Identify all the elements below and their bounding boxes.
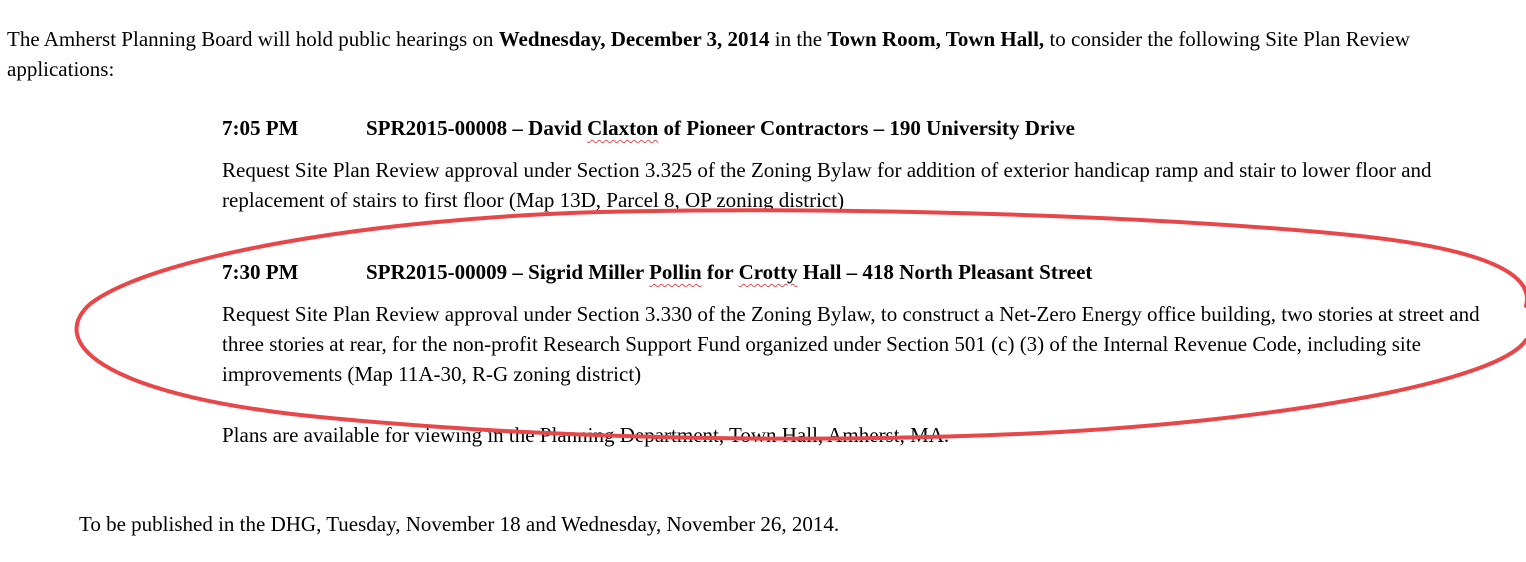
intro-paragraph: [7, 24, 1517, 84]
item-2-spellcheck-word: Pollin: [649, 260, 702, 284]
intro-pre: The Amherst Planning Board will hold public hearings on: [7, 27, 499, 51]
intro-mid: in the: [769, 27, 828, 51]
item-2-spellcheck-word-2: Crotty: [738, 260, 798, 284]
item-1-heading: [222, 113, 1075, 143]
item-2-case-suffix: Hall – 418 North Pleasant Street: [797, 260, 1093, 284]
item-2-description: Request Site Plan Review approval under Section 3.330 of the Zoning Bylaw, to construct a Net-Zero Energy office building, two stories at street and three stories at rear, for the non-profit Research Support Fund organized under Section 501 (c) (3) of the Internal Revenue Code, including site improvements (Map 11A-30, R-G zoning district): [222, 302, 1480, 386]
item-1-case-prefix: SPR2015-00008 – David: [366, 116, 588, 140]
intro-post: to consider the following Site Plan Review applications:: [7, 27, 1410, 81]
hearing-place: Town Room, Town Hall,: [827, 27, 1045, 51]
item-1-case-suffix: of Pioneer Contractors – 190 University Drive: [658, 116, 1075, 140]
item-2-case-mid: for: [701, 260, 739, 284]
item-2-heading: [222, 257, 1092, 287]
item-2-case-prefix: SPR2015-00009 – Sigrid Miller: [366, 260, 650, 284]
publication-note: To be published in the DHG, Tuesday, November 18 and Wednesday, November 26, 2014.: [79, 512, 840, 536]
plans-availability-note: Plans are available for viewing in the Planning Department, Town Hall, Amherst, MA.: [222, 423, 950, 447]
item-1-spellcheck-word: Claxton: [587, 116, 659, 140]
item-1-time: 7:05 PM: [222, 116, 299, 140]
item-2-time: 7:30 PM: [222, 260, 299, 284]
hearing-date: Wednesday, December 3, 2014: [498, 27, 770, 51]
item-1-description: Request Site Plan Review approval under Section 3.325 of the Zoning Bylaw for addition of exterior handicap ramp and stair to lower floor and replacement of stairs to first floor (Map 13D, Parcel 8, OP zoning district): [222, 158, 1432, 212]
